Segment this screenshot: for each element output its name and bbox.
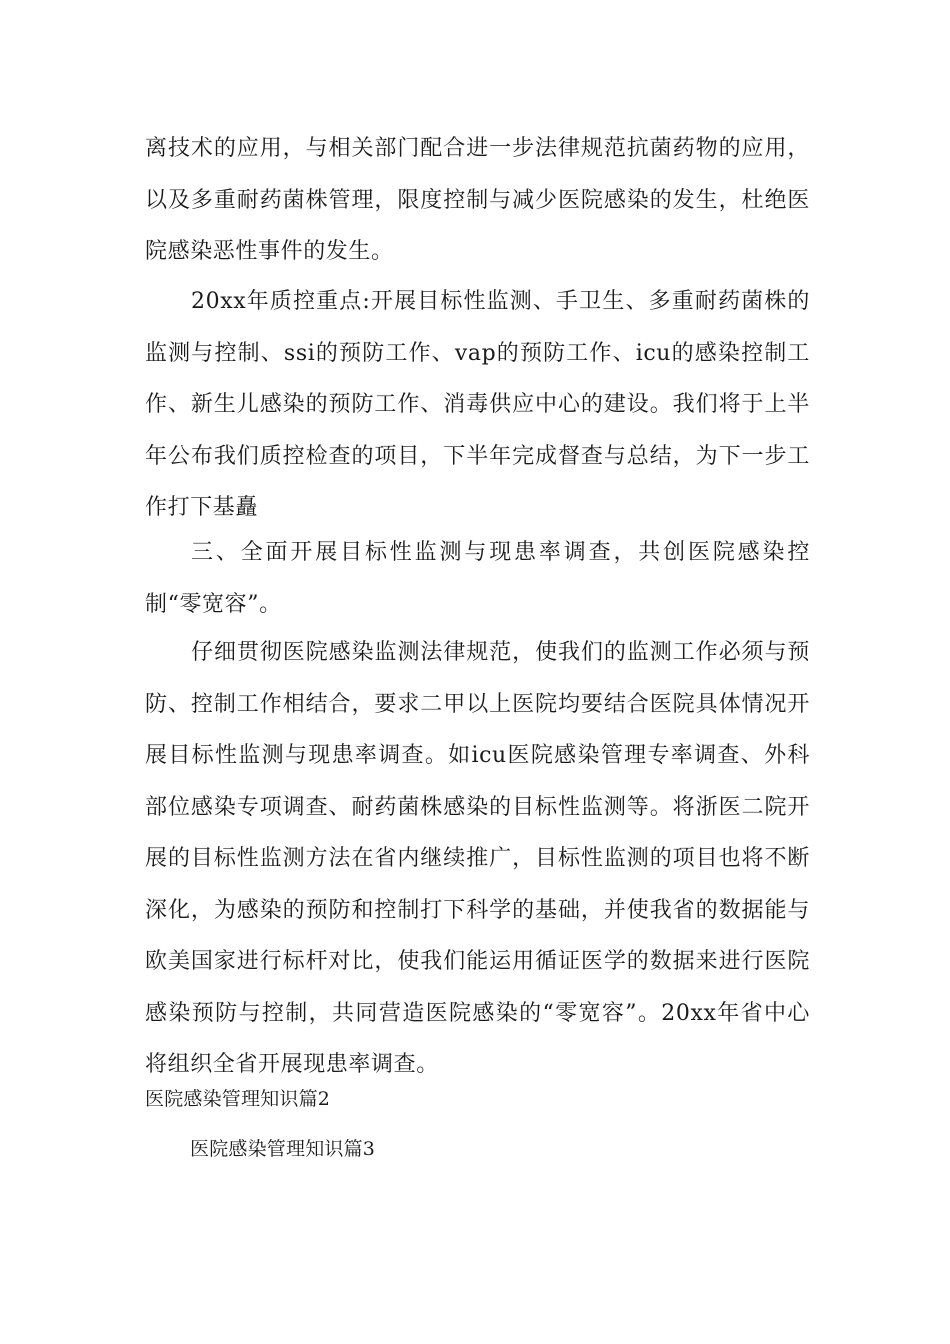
heading-knowledge-part-3: 医院感染管理知识篇3 [190, 1138, 376, 1160]
paragraph-section-three-heading: 三、全面开展目标性监测与现患率调查，共创医院感染控制“零宽容”。 [145, 540, 810, 617]
paragraph-infection-control-intro: 离技术的应用，与相关部门配合进一步法律规范抗菌药物的应用，以及多重耐药菌株管理，限度控制与减少医院感染的发生，杜绝医院感染恶性事件的发生。 [145, 136, 810, 264]
paragraph-quality-control-focus: 20xx年质控重点:开展目标性监测、手卫生、多重耐药菌株的监测与控制、ssi的预防工作、vap的预防工作、icu的感染控制工作、新生儿感染的预防工作、消毒供应中心的建设。我们将于上半年公布我们质控检查的项目，下半年完成督查与总结，为下一步工作打下基矗 [145, 289, 810, 520]
paragraph-monitoring-regulations: 仔细贯彻医院感染监测法律规范，使我们的监测工作必须与预防、控制工作相结合，要求二甲以上医院均要结合医院具体情况开展目标性监测与现患率调查。如icu医院感染管理专率调查、外科部位感染专项调查、耐药菌株感染的目标性监测等。将浙医二院开展的目标性监测方法在省内继续推广，目标性监测的项目也将不断深化，为感染的预防和控制打下科学的基础，并使我省的数据能与欧美国家进行标杆对比，使我们能运用循证医学的数据来进行医院感染预防与控制，共同营造医院感染的“零宽容”。20xx年省中心将组织全省开展现患率调查。 [145, 640, 810, 1077]
heading-knowledge-part-2: 医院感染管理知识篇2 [145, 1088, 331, 1110]
